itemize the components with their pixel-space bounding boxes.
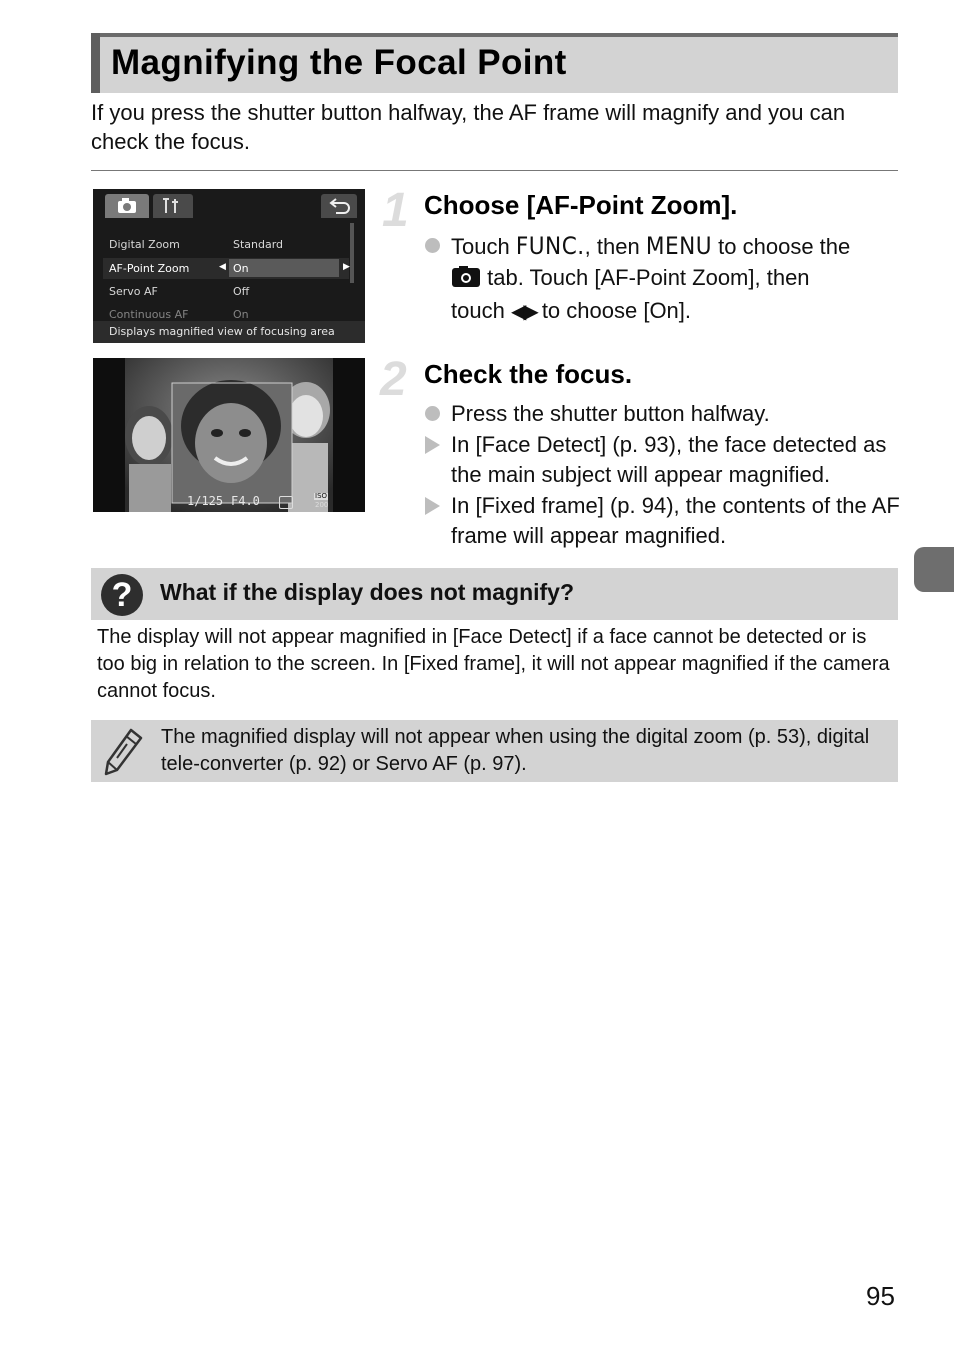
- settings-tab: [153, 194, 193, 218]
- menu-row-selected: [103, 258, 349, 279]
- func-button-label: FUNC.: [515, 232, 585, 260]
- chapter-tab: [914, 547, 954, 592]
- menu-row-value: On: [233, 262, 249, 275]
- shutter-speed: 1/125: [187, 494, 224, 508]
- menu-row: [103, 234, 349, 255]
- back-tab: [321, 194, 357, 218]
- camera-menu-screenshot: [93, 189, 365, 343]
- iso-value: 200: [315, 501, 329, 509]
- section-divider: [91, 170, 898, 171]
- list-item: Touch FUNC., then MENU to choose the tab. Touch [AF-Point Zoom], then touch ◀▶ to choose [On].: [424, 231, 904, 328]
- menu-row-label: AF-Point Zoom: [109, 262, 190, 275]
- children-photo: [93, 358, 365, 512]
- intro-paragraph: If you press the shutter button halfway, the AF frame will magnify and you can check the focus.: [91, 100, 846, 154]
- menu-description: Displays magnified view of focusing area: [109, 325, 335, 338]
- camera-icon: [105, 194, 149, 218]
- help-text: The display will not appear magnified in [Face Detect] if a face cannot be detected or is too big in relation to the screen. In [Fixed frame], it will not appear magnified if the camera cannot focus.: [97, 626, 890, 702]
- menu-row-value: On: [233, 308, 249, 321]
- bullet-triangle-icon: [425, 430, 440, 463]
- metering-icon: [279, 496, 293, 509]
- note-box: [91, 720, 898, 782]
- help-header: [91, 568, 898, 620]
- aperture-value: F4.0: [231, 494, 260, 508]
- question-icon: ?: [101, 574, 143, 616]
- title-bar: [91, 33, 898, 93]
- iso-label: ISO: [315, 492, 328, 500]
- list-item: Press the shutter button halfway.: [424, 399, 904, 430]
- bullet-circle-icon: [425, 399, 440, 430]
- step-heading: Check the focus.: [424, 359, 633, 389]
- menu-row-value: Standard: [233, 238, 284, 251]
- menu-row-label: Servo AF: [109, 285, 158, 298]
- focus-photo-screenshot: [93, 358, 365, 512]
- right-arrow-icon: ▶: [343, 262, 350, 272]
- step1-instructions: [424, 231, 904, 328]
- return-icon: [321, 194, 357, 218]
- help-heading: What if the display does not magnify?: [160, 579, 575, 605]
- bullet-circle-icon: [425, 231, 440, 262]
- menu-scrollbar: [350, 223, 354, 283]
- tools-icon: [153, 194, 193, 218]
- menu-row-value: Off: [233, 285, 250, 298]
- step2-instructions: [424, 399, 904, 552]
- step-number: 1: [382, 184, 409, 237]
- left-arrow-icon: ◀: [219, 262, 226, 272]
- camera-tab: [105, 194, 149, 218]
- page-number: 95: [866, 1281, 895, 1311]
- page-title: Magnifying the Focal Point: [111, 43, 567, 82]
- step-number: 2: [380, 353, 407, 406]
- bullet-triangle-icon: [425, 491, 440, 524]
- left-right-arrows-icon: ◀▶: [510, 301, 536, 323]
- step-heading: Choose [AF-Point Zoom].: [424, 190, 738, 220]
- menu-row-label: Digital Zoom: [109, 238, 180, 251]
- list-item: In [Face Detect] (p. 93), the face detected as the main subject will appear magnified.: [424, 430, 904, 491]
- camera-tab-icon: [451, 266, 481, 297]
- menu-tab-bar: [101, 194, 357, 218]
- pencil-icon: [101, 726, 145, 776]
- menu-row: [103, 281, 349, 302]
- menu-description-bar: [93, 321, 365, 343]
- menu-button-label: MENU: [645, 232, 713, 260]
- list-item: In [Fixed frame] (p. 94), the contents of the AF frame will appear magnified.: [424, 491, 904, 552]
- note-text: The magnified display will not appear when using the digital zoom (p. 53), digital tele-converter (p. 92) or Servo AF (p. 97).: [161, 726, 870, 775]
- menu-row-label: Continuous AF: [109, 308, 189, 321]
